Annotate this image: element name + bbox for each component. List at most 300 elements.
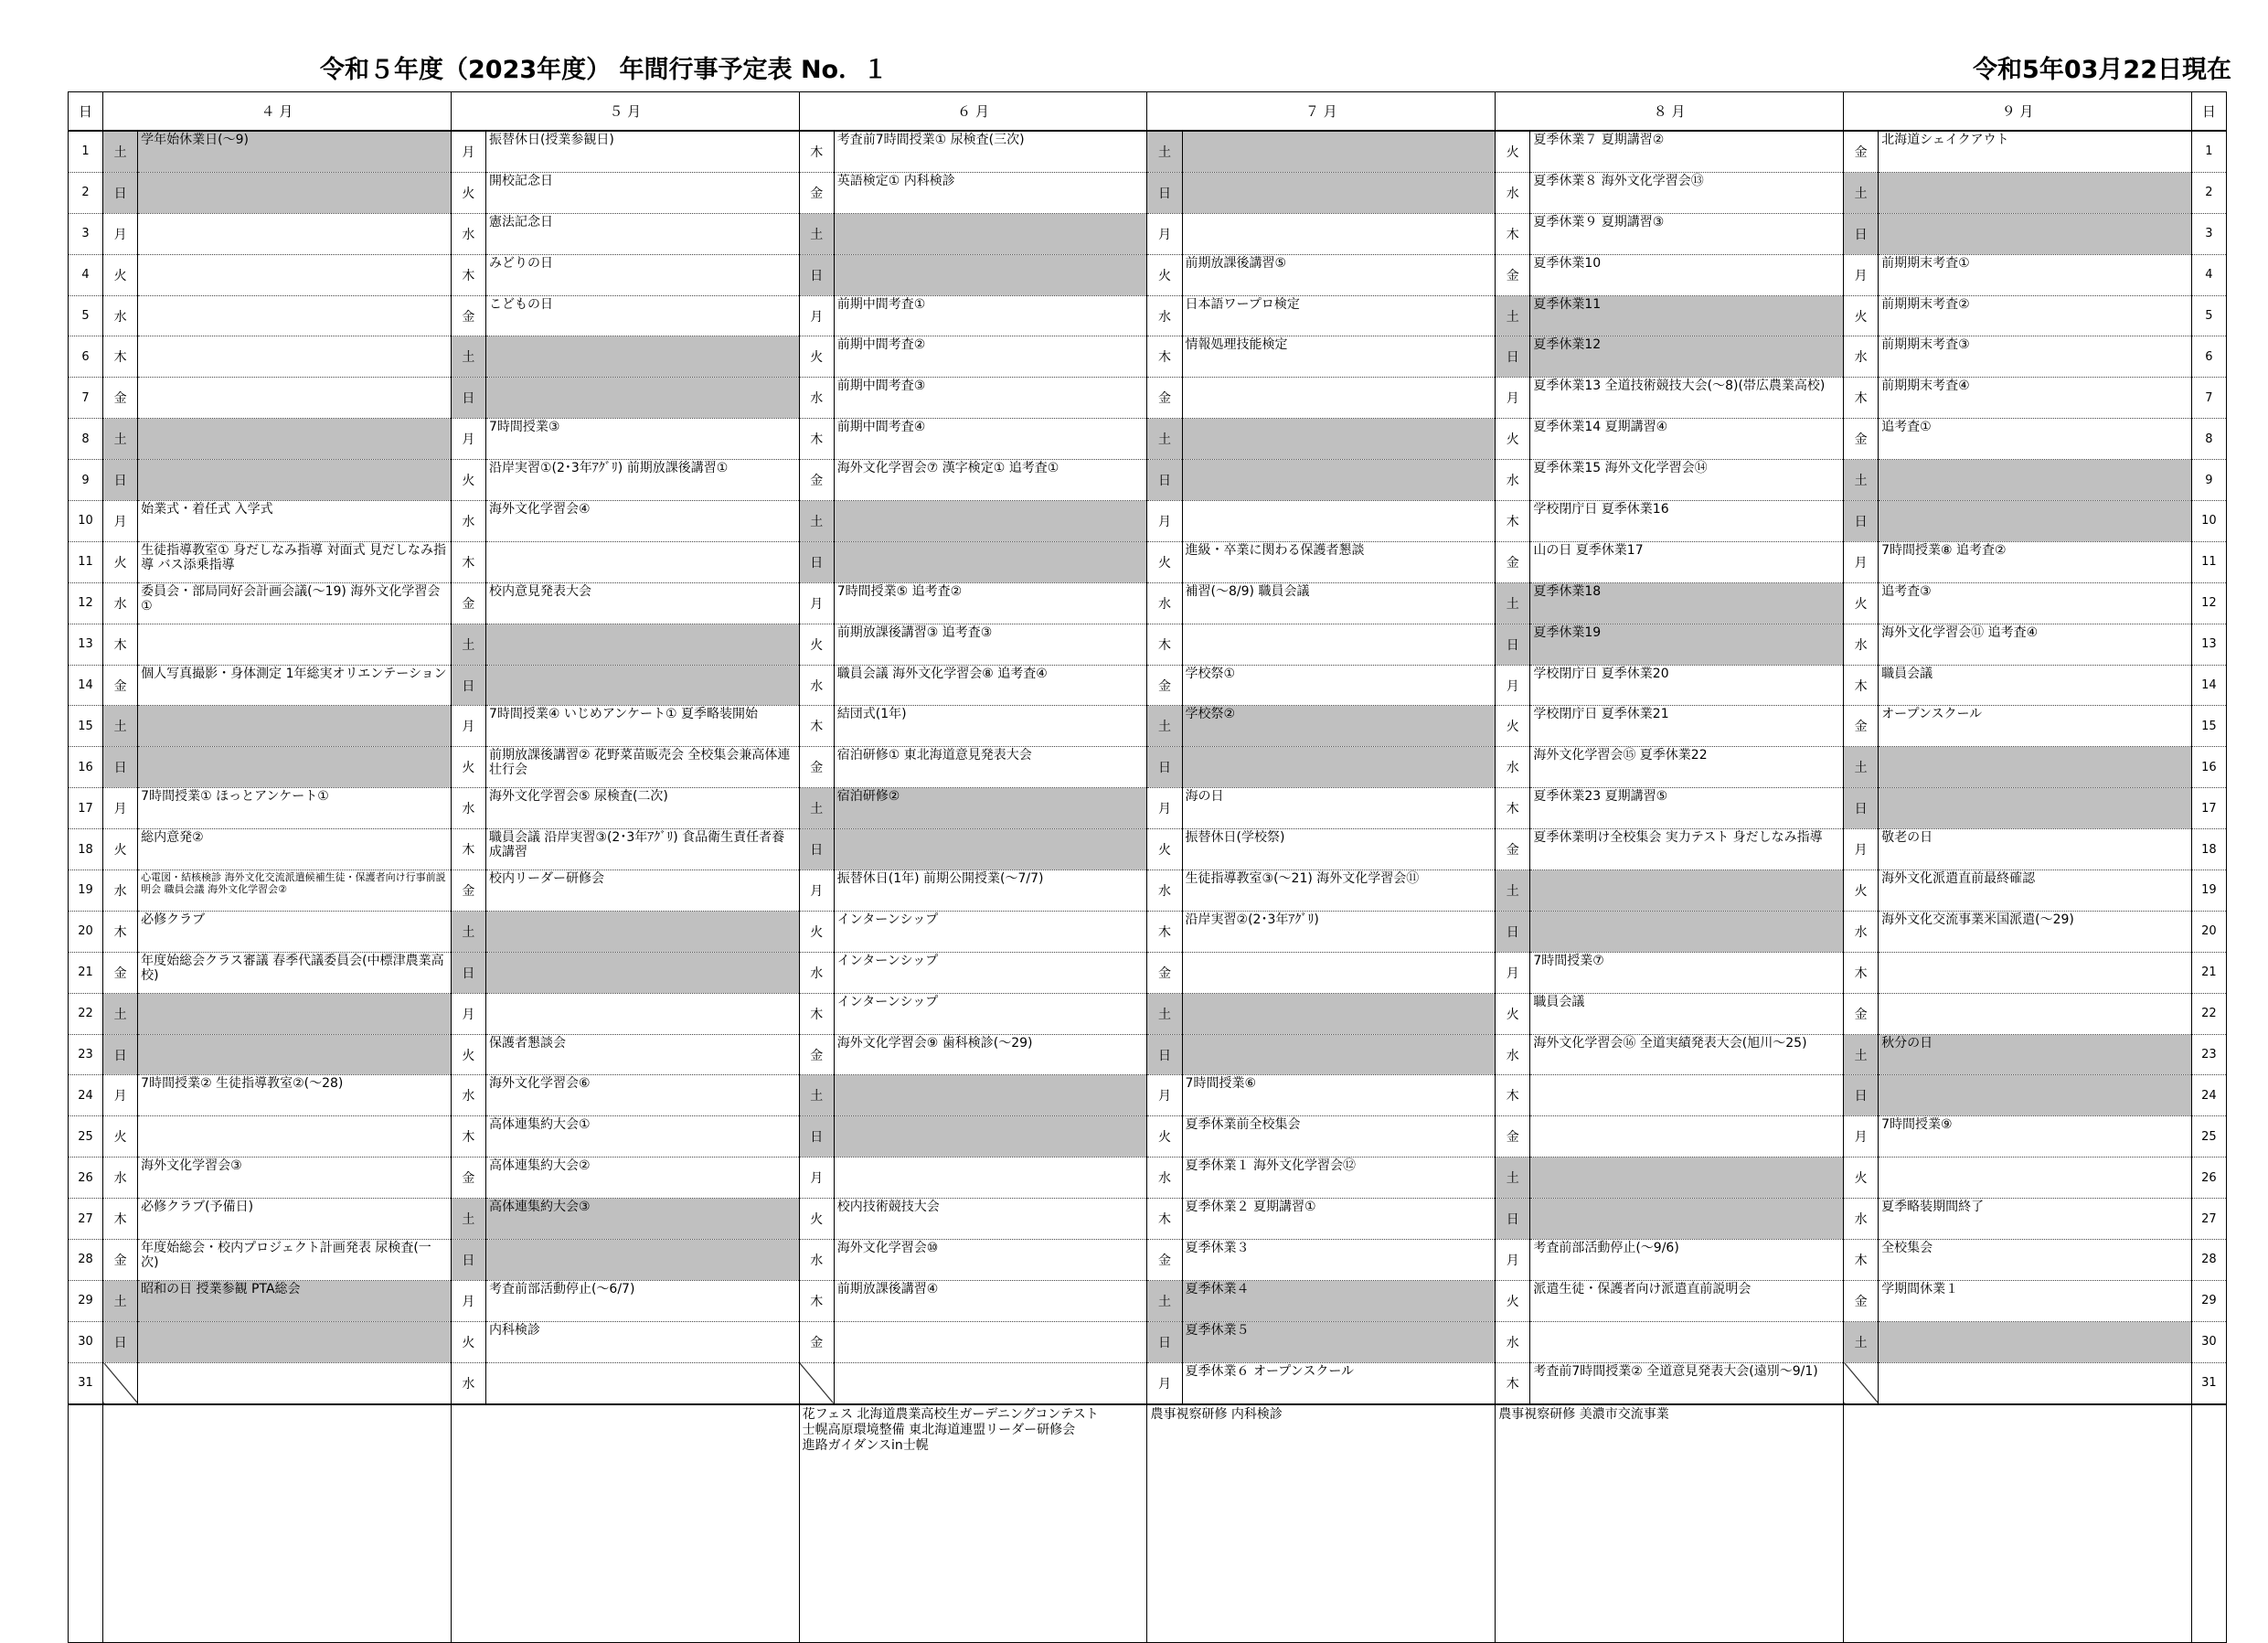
event-cell	[138, 993, 452, 1034]
weekday-cell: 木	[103, 1199, 138, 1240]
weekday-cell: 月	[1496, 665, 1530, 706]
event-cell: 考査前7時間授業② 全道意見発表大会(遠別～9/1)	[1530, 1362, 1844, 1403]
event-cell	[485, 624, 799, 665]
event-cell: 夏季休業19	[1530, 624, 1844, 665]
event-cell	[138, 213, 452, 254]
weekday-cell: 土	[799, 788, 834, 829]
event-cell: 前期放課後講習③ 追考査③	[834, 624, 1147, 665]
weekday-cell: 月	[1147, 1362, 1182, 1403]
event-cell	[138, 1034, 452, 1075]
weekday-cell	[103, 1362, 138, 1403]
event-cell: 海外文化学習会⑩	[834, 1240, 1147, 1281]
notes-row	[69, 1404, 2227, 1643]
notes-august: 農事視察研修 美濃市交流事業	[1496, 1404, 1844, 1643]
event-cell: 7時間授業① ほっとアンケート①	[138, 788, 452, 829]
event-cell: インターンシップ	[834, 993, 1147, 1034]
weekday-cell: 水	[1844, 624, 1879, 665]
day-row	[69, 788, 2227, 829]
day-number: 28	[69, 1240, 103, 1281]
weekday-cell: 木	[1496, 213, 1530, 254]
weekday-cell: 日	[1496, 911, 1530, 952]
day-row	[69, 501, 2227, 542]
weekday-cell: 土	[451, 1199, 485, 1240]
event-cell	[1182, 213, 1496, 254]
weekday-cell: 火	[103, 829, 138, 870]
day-number: 10	[69, 501, 103, 542]
weekday-cell: 火	[451, 1034, 485, 1075]
event-cell	[1530, 1075, 1844, 1116]
weekday-cell: 木	[1496, 788, 1530, 829]
event-cell	[138, 172, 452, 213]
month-header-may: ５ 月	[451, 92, 799, 132]
weekday-cell: 月	[799, 1158, 834, 1199]
event-cell: みどりの日	[485, 254, 799, 295]
day-number: 12	[69, 582, 103, 624]
event-cell: 7時間授業⑦	[1530, 952, 1844, 993]
weekday-cell: 土	[103, 706, 138, 747]
event-cell: 7時間授業④ いじめアンケート① 夏季略装開始	[485, 706, 799, 747]
event-cell: オープンスクール	[1879, 706, 2192, 747]
weekday-cell: 土	[103, 993, 138, 1034]
event-cell: 夏季休業７ 夏期講習②	[1530, 131, 1844, 172]
weekday-cell: 日	[1844, 1075, 1879, 1116]
weekday-cell: 木	[1147, 1199, 1182, 1240]
event-cell	[1530, 1116, 1844, 1158]
weekday-cell: 月	[1147, 501, 1182, 542]
day-number: 25	[69, 1116, 103, 1158]
weekday-cell: 月	[103, 788, 138, 829]
event-cell: 夏季休業13 全道技術競技大会(～8)(帯広農業高校)	[1530, 378, 1844, 419]
day-number: 4	[69, 254, 103, 295]
event-cell: 学校閉庁日 夏季休業16	[1530, 501, 1844, 542]
event-cell	[138, 336, 452, 378]
weekday-cell: 火	[1147, 254, 1182, 295]
event-cell: 考査前7時間授業① 尿検査(三次)	[834, 131, 1147, 172]
weekday-cell: 木	[1844, 665, 1879, 706]
event-cell: 宿泊研修②	[834, 788, 1147, 829]
weekday-cell: 日	[103, 172, 138, 213]
weekday-cell: 土	[1844, 1321, 1879, 1362]
weekday-cell: 水	[799, 1240, 834, 1281]
weekday-cell: 月	[1496, 378, 1530, 419]
day-number: 11	[69, 541, 103, 582]
day-header-right: 日	[2191, 92, 2226, 132]
day-number: 9	[2191, 460, 2226, 501]
event-cell: 始業式・着任式 入学式	[138, 501, 452, 542]
day-number: 9	[69, 460, 103, 501]
event-cell	[138, 460, 452, 501]
weekday-cell: 木	[451, 254, 485, 295]
weekday-cell: 土	[1496, 870, 1530, 912]
event-cell: 考査前部活動停止(～9/6)	[1530, 1240, 1844, 1281]
event-cell: 前期期末考査①	[1879, 254, 2192, 295]
weekday-cell: 木	[1844, 1240, 1879, 1281]
weekday-cell: 金	[1844, 1280, 1879, 1321]
weekday-cell: 金	[103, 665, 138, 706]
month-header-august: ８ 月	[1496, 92, 1844, 132]
day-number: 26	[69, 1158, 103, 1199]
day-number: 18	[69, 829, 103, 870]
event-cell: 補習(～8/9) 職員会議	[1182, 582, 1496, 624]
notes-july: 農事視察研修 内科検診	[1147, 1404, 1496, 1643]
weekday-cell: 火	[1844, 1158, 1879, 1199]
weekday-cell: 水	[451, 788, 485, 829]
weekday-cell: 火	[1147, 829, 1182, 870]
weekday-cell: 日	[1147, 1034, 1182, 1075]
weekday-cell: 月	[103, 501, 138, 542]
day-row	[69, 1034, 2227, 1075]
weekday-cell: 日	[1844, 788, 1879, 829]
weekday-cell: 金	[799, 747, 834, 788]
weekday-cell: 土	[1147, 419, 1182, 460]
weekday-cell: 月	[103, 213, 138, 254]
event-cell	[485, 541, 799, 582]
event-cell: 必修クラブ(予備日)	[138, 1199, 452, 1240]
weekday-cell: 金	[1147, 1240, 1182, 1281]
event-cell: 宿泊研修① 東北海道意見発表大会	[834, 747, 1147, 788]
day-number: 6	[2191, 336, 2226, 378]
weekday-cell: 金	[1844, 993, 1879, 1034]
weekday-cell: 土	[1147, 131, 1182, 172]
weekday-cell: 金	[103, 378, 138, 419]
day-number: 24	[69, 1075, 103, 1116]
weekday-cell: 月	[1844, 541, 1879, 582]
day-number: 8	[2191, 419, 2226, 460]
event-cell: 海外文化学習会⑮ 夏季休業22	[1530, 747, 1844, 788]
weekday-cell: 月	[799, 295, 834, 336]
event-cell: 夏季休業３	[1182, 1240, 1496, 1281]
event-cell: 追考査③	[1879, 582, 2192, 624]
weekday-cell: 火	[103, 1116, 138, 1158]
weekday-cell: 日	[1496, 624, 1530, 665]
day-header-left: 日	[69, 92, 103, 132]
day-number: 22	[2191, 993, 2226, 1034]
event-cell: 生徒指導教室① 身だしなみ指導 対面式 見だしなみ指導 バス添乗指導	[138, 541, 452, 582]
weekday-cell: 火	[1844, 870, 1879, 912]
day-number: 7	[69, 378, 103, 419]
month-header-july: ７ 月	[1147, 92, 1496, 132]
event-cell: 夏季休業前全校集会	[1182, 1116, 1496, 1158]
event-cell	[138, 1362, 452, 1403]
event-cell	[138, 624, 452, 665]
day-number: 30	[69, 1321, 103, 1362]
event-cell: こどもの日	[485, 295, 799, 336]
event-cell: 海外文化学習会⑦ 漢字検定① 追考査①	[834, 460, 1147, 501]
weekday-cell: 金	[451, 870, 485, 912]
weekday-cell: 土	[1496, 295, 1530, 336]
weekday-cell: 日	[103, 460, 138, 501]
event-cell	[138, 747, 452, 788]
event-cell: 前期放課後講習⑤	[1182, 254, 1496, 295]
day-number: 27	[2191, 1199, 2226, 1240]
weekday-cell: 水	[103, 582, 138, 624]
day-row	[69, 624, 2227, 665]
weekday-cell: 金	[799, 172, 834, 213]
weekday-cell: 土	[1496, 582, 1530, 624]
event-cell: 職員会議 海外文化学習会⑧ 追考査④	[834, 665, 1147, 706]
weekday-cell: 木	[1147, 624, 1182, 665]
day-number: 19	[2191, 870, 2226, 912]
day-number: 6	[69, 336, 103, 378]
day-number: 17	[69, 788, 103, 829]
event-cell: 考査前部活動停止(～6/7)	[485, 1280, 799, 1321]
weekday-cell: 金	[451, 295, 485, 336]
day-row	[69, 1158, 2227, 1199]
weekday-cell: 水	[103, 295, 138, 336]
day-number: 24	[2191, 1075, 2226, 1116]
day-row	[69, 829, 2227, 870]
weekday-cell: 火	[799, 624, 834, 665]
weekday-cell: 木	[1496, 1362, 1530, 1403]
event-cell: 7時間授業⑨	[1879, 1116, 2192, 1158]
weekday-cell: 月	[799, 870, 834, 912]
weekday-cell: 月	[1147, 213, 1182, 254]
weekday-cell: 金	[1147, 378, 1182, 419]
weekday-cell: 木	[799, 706, 834, 747]
weekday-cell: 土	[1844, 747, 1879, 788]
event-cell: 7時間授業③	[485, 419, 799, 460]
event-cell: 日本語ワープロ検定	[1182, 295, 1496, 336]
event-cell: 学校祭②	[1182, 706, 1496, 747]
weekday-cell: 水	[103, 1158, 138, 1199]
event-cell	[1879, 952, 2192, 993]
day-number: 20	[69, 911, 103, 952]
event-cell: 海外文化学習会⑥	[485, 1075, 799, 1116]
weekday-cell: 火	[1147, 541, 1182, 582]
day-number: 4	[2191, 254, 2226, 295]
event-cell: インターンシップ	[834, 911, 1147, 952]
event-cell	[1879, 788, 2192, 829]
day-number: 20	[2191, 911, 2226, 952]
event-cell: 結団式(1年)	[834, 706, 1147, 747]
weekday-cell: 土	[451, 336, 485, 378]
weekday-cell: 金	[799, 460, 834, 501]
day-row	[69, 993, 2227, 1034]
event-cell: 夏季略装期間終了	[1879, 1199, 2192, 1240]
event-cell: 夏季休業６ オープンスクール	[1182, 1362, 1496, 1403]
event-cell: 7時間授業⑤ 追考査②	[834, 582, 1147, 624]
day-number: 12	[2191, 582, 2226, 624]
weekday-cell: 木	[799, 1280, 834, 1321]
day-number: 2	[2191, 172, 2226, 213]
event-cell	[1182, 501, 1496, 542]
event-cell: 委員会・部局同好会計画会議(～19) 海外文化学習会①	[138, 582, 452, 624]
weekday-cell: 月	[451, 419, 485, 460]
event-cell: 職員会議 沿岸実習③(2･3年ｱｸﾞﾘ) 食品衛生責任者養成講習	[485, 829, 799, 870]
event-cell: 心電図・結核検診 海外文化交流派遣候補生徒・保護者向け行事前説明会 職員会議 海外文化学習会②	[138, 870, 452, 912]
weekday-cell: 日	[799, 829, 834, 870]
page-title: 令和５年度（2023年度） 年間行事予定表 No．１	[320, 56, 889, 84]
event-cell: 海の日	[1182, 788, 1496, 829]
event-cell: 7時間授業⑥	[1182, 1075, 1496, 1116]
weekday-cell: 木	[451, 1116, 485, 1158]
event-cell	[1879, 1075, 2192, 1116]
event-cell: 進級・卒業に関わる保護者懇談	[1182, 541, 1496, 582]
event-cell: 海外文化派遣直前最終確認	[1879, 870, 2192, 912]
weekday-cell: 木	[799, 993, 834, 1034]
day-number: 23	[2191, 1034, 2226, 1075]
day-row	[69, 1075, 2227, 1116]
weekday-cell: 火	[1496, 419, 1530, 460]
month-header-june: ６ 月	[799, 92, 1147, 132]
weekday-cell: 火	[103, 541, 138, 582]
weekday-cell: 金	[799, 1321, 834, 1362]
event-cell	[1879, 1321, 2192, 1362]
event-cell: 北海道シェイクアウト	[1879, 131, 2192, 172]
event-cell: 必修クラブ	[138, 911, 452, 952]
event-cell	[1182, 624, 1496, 665]
weekday-cell: 水	[799, 378, 834, 419]
day-number: 21	[69, 952, 103, 993]
event-cell	[834, 1116, 1147, 1158]
weekday-cell: 日	[1844, 213, 1879, 254]
notes-spacer	[2191, 1404, 2226, 1643]
day-row	[69, 706, 2227, 747]
event-cell: 開校記念日	[485, 172, 799, 213]
day-row	[69, 541, 2227, 582]
event-cell	[138, 378, 452, 419]
event-cell	[138, 254, 452, 295]
weekday-cell: 月	[1496, 1240, 1530, 1281]
event-cell	[485, 378, 799, 419]
event-cell: 学校祭①	[1182, 665, 1496, 706]
event-cell: 憲法記念日	[485, 213, 799, 254]
day-number: 13	[69, 624, 103, 665]
day-number: 27	[69, 1199, 103, 1240]
weekday-cell: 金	[1496, 254, 1530, 295]
event-cell: 前期中間考査③	[834, 378, 1147, 419]
weekday-cell: 月	[451, 706, 485, 747]
weekday-cell: 木	[1496, 501, 1530, 542]
weekday-cell: 月	[1844, 1116, 1879, 1158]
event-cell: 7時間授業⑧ 追考査②	[1879, 541, 2192, 582]
weekday-cell: 土	[1496, 1158, 1530, 1199]
weekday-cell: 日	[451, 1240, 485, 1281]
event-cell: 夏季休業18	[1530, 582, 1844, 624]
weekday-cell: 水	[1496, 1321, 1530, 1362]
weekday-cell: 水	[1496, 172, 1530, 213]
weekday-cell: 木	[799, 131, 834, 172]
day-number: 14	[69, 665, 103, 706]
weekday-cell: 月	[103, 1075, 138, 1116]
notes-april	[103, 1404, 452, 1643]
day-row	[69, 131, 2227, 172]
event-cell	[1182, 172, 1496, 213]
weekday-cell: 水	[1147, 295, 1182, 336]
day-number: 15	[2191, 706, 2226, 747]
event-cell: 校内技術競技大会	[834, 1199, 1147, 1240]
event-cell: 学期間休業１	[1879, 1280, 2192, 1321]
weekday-cell: 日	[451, 378, 485, 419]
day-number: 2	[69, 172, 103, 213]
notes-september	[1844, 1404, 2192, 1643]
day-number: 18	[2191, 829, 2226, 870]
weekday-cell: 金	[1147, 665, 1182, 706]
weekday-cell: 木	[1496, 1075, 1530, 1116]
event-cell	[485, 993, 799, 1034]
weekday-cell: 金	[1844, 419, 1879, 460]
weekday-cell: 日	[451, 952, 485, 993]
event-cell	[138, 419, 452, 460]
event-cell	[485, 1240, 799, 1281]
event-cell: 海外文化学習会⑤ 尿検査(二次)	[485, 788, 799, 829]
weekday-cell: 水	[1844, 1199, 1879, 1240]
day-row	[69, 419, 2227, 460]
day-number: 31	[2191, 1362, 2226, 1403]
day-row	[69, 1116, 2227, 1158]
day-row	[69, 1199, 2227, 1240]
event-cell: 夏季休業４	[1182, 1280, 1496, 1321]
weekday-cell: 木	[103, 911, 138, 952]
event-cell: 保護者懇談会	[485, 1034, 799, 1075]
weekday-cell: 木	[799, 419, 834, 460]
weekday-cell: 水	[1496, 1034, 1530, 1075]
event-cell	[834, 1158, 1147, 1199]
event-cell	[834, 213, 1147, 254]
event-cell	[834, 541, 1147, 582]
weekday-cell: 火	[103, 254, 138, 295]
weekday-cell: 土	[1844, 1034, 1879, 1075]
weekday-cell: 火	[451, 1321, 485, 1362]
weekday-cell: 土	[103, 1280, 138, 1321]
event-cell: 校内リーダー研修会	[485, 870, 799, 912]
event-cell: 個人写真撮影・身体測定 1年総実オリエンテーション	[138, 665, 452, 706]
day-number: 22	[69, 993, 103, 1034]
day-number: 1	[69, 131, 103, 172]
event-cell	[1530, 1199, 1844, 1240]
day-number: 11	[2191, 541, 2226, 582]
weekday-cell: 火	[1147, 1116, 1182, 1158]
event-cell	[1182, 1034, 1496, 1075]
weekday-cell: 金	[451, 582, 485, 624]
event-cell	[1530, 1158, 1844, 1199]
weekday-cell: 金	[1496, 829, 1530, 870]
weekday-cell: 日	[1496, 336, 1530, 378]
day-number: 19	[69, 870, 103, 912]
event-cell: 7時間授業② 生徒指導教室②(～28)	[138, 1075, 452, 1116]
weekday-cell: 金	[1496, 1116, 1530, 1158]
weekday-cell: 金	[799, 1034, 834, 1075]
event-cell	[834, 501, 1147, 542]
header-row	[69, 92, 2227, 132]
weekday-cell: 日	[1147, 460, 1182, 501]
event-cell	[1182, 378, 1496, 419]
weekday-cell: 火	[451, 460, 485, 501]
weekday-cell: 土	[1844, 460, 1879, 501]
event-cell: 夏季休業５	[1182, 1321, 1496, 1362]
event-cell: 昭和の日 授業参観 PTA総会	[138, 1280, 452, 1321]
event-cell	[1879, 460, 2192, 501]
weekday-cell: 水	[451, 1362, 485, 1403]
event-cell: 派遣生徒・保護者向け派遣直前説明会	[1530, 1280, 1844, 1321]
event-cell: 沿岸実習①(2･3年ｱｸﾞﾘ) 前期放課後講習①	[485, 460, 799, 501]
event-cell: 振替休日(1年) 前期公開授業(～7/7)	[834, 870, 1147, 912]
weekday-cell: 金	[103, 1240, 138, 1281]
weekday-cell: 土	[1844, 172, 1879, 213]
day-number: 5	[2191, 295, 2226, 336]
day-number: 16	[69, 747, 103, 788]
day-number: 28	[2191, 1240, 2226, 1281]
day-row	[69, 378, 2227, 419]
weekday-cell: 火	[1496, 1280, 1530, 1321]
event-cell: 夏季休業15 海外文化学習会⑭	[1530, 460, 1844, 501]
day-row	[69, 1240, 2227, 1281]
weekday-cell: 月	[1496, 952, 1530, 993]
day-number: 23	[69, 1034, 103, 1075]
event-cell: 秋分の日	[1879, 1034, 2192, 1075]
day-row	[69, 665, 2227, 706]
weekday-cell: 土	[799, 1075, 834, 1116]
